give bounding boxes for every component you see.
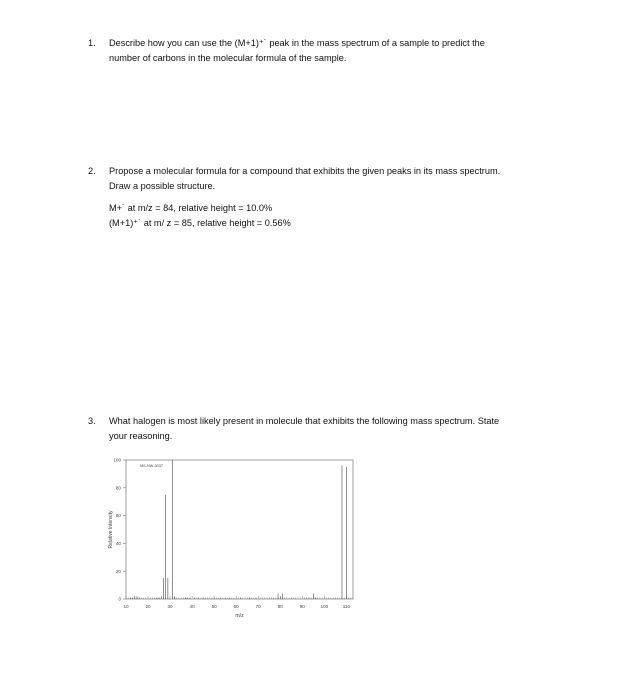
x-tick-label: 50 bbox=[211, 604, 217, 609]
x-tick-label: 40 bbox=[189, 604, 195, 609]
y-tick-label: 100 bbox=[113, 457, 121, 463]
plot-frame bbox=[126, 460, 353, 599]
peak-list bbox=[109, 201, 558, 231]
x-tick-label: 10 bbox=[123, 604, 129, 609]
y-tick-label: 80 bbox=[115, 485, 121, 491]
molecular-ion-peak: M+˙ at m/z = 84, relative height = 10.0% bbox=[109, 203, 273, 213]
x-tick-label: 70 bbox=[255, 604, 261, 609]
y-axis-label: Relative Intensity bbox=[108, 510, 114, 549]
y-tick-label: 60 bbox=[115, 513, 121, 519]
mass-spectrum-chart bbox=[100, 455, 360, 625]
x-tick-label: 60 bbox=[233, 604, 239, 609]
question-3-text bbox=[109, 414, 558, 444]
question-1-number: 1. bbox=[88, 38, 96, 48]
question-3-line-1: What halogen is most likely present in molecule that exhibits the following mass spectrum. State bbox=[109, 416, 500, 426]
x-tick-label: 80 bbox=[277, 604, 283, 609]
chart-title: MS-NW-3037 bbox=[140, 464, 163, 468]
x-tick-label: 110 bbox=[342, 604, 351, 609]
x-tick-label: 100 bbox=[320, 604, 329, 609]
question-1 bbox=[88, 36, 558, 66]
question-3-number: 3. bbox=[88, 416, 96, 426]
x-tick-label: 20 bbox=[145, 604, 151, 609]
question-2-number: 2. bbox=[88, 166, 96, 176]
y-tick-label: 40 bbox=[115, 541, 121, 546]
y-tick-label: 20 bbox=[115, 568, 121, 574]
x-tick-label: 30 bbox=[167, 604, 173, 609]
question-2 bbox=[88, 164, 558, 231]
m-plus-1-peak: (M+1)⁺˙ at m/ z = 85, relative height = 0.56% bbox=[109, 218, 291, 228]
question-2-text bbox=[109, 164, 558, 231]
x-tick-label: 90 bbox=[299, 604, 305, 609]
question-2-line-1: Propose a molecular formula for a compound that exhibits the given peaks in its mass spectrum. bbox=[109, 166, 501, 176]
question-1-line-2: number of carbons in the molecular formula of the sample. bbox=[109, 53, 347, 63]
question-3 bbox=[88, 414, 558, 444]
x-axis-label: m/z bbox=[235, 613, 244, 619]
question-1-line-1: Describe how you can use the (M+1)⁺˙ peak in the mass spectrum of a sample to predict the bbox=[109, 38, 485, 48]
y-tick-label: 0 bbox=[118, 596, 121, 602]
question-2-line-2: Draw a possible structure. bbox=[109, 181, 216, 191]
question-1-text bbox=[109, 36, 558, 66]
question-3-line-2: your reasoning. bbox=[109, 431, 173, 441]
